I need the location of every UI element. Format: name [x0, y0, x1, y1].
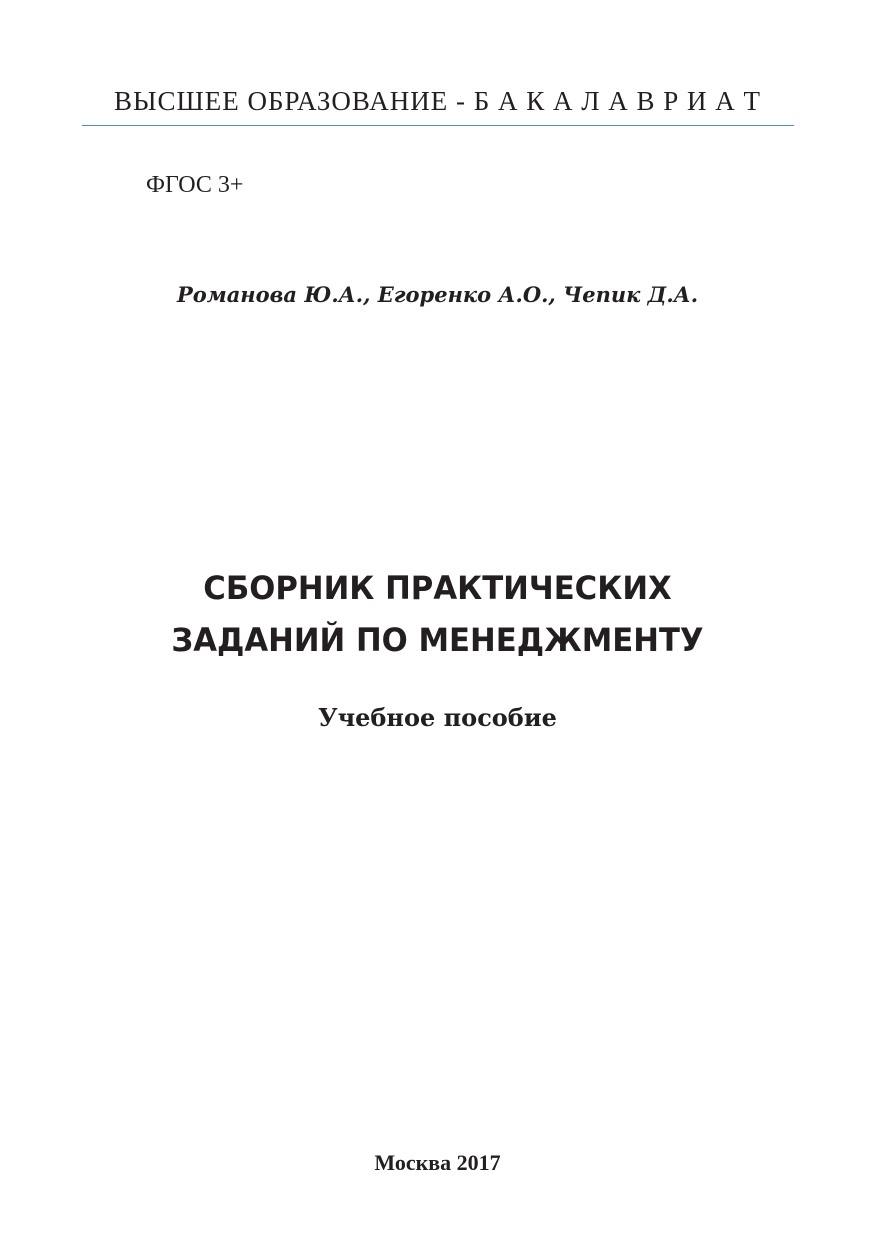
book-title-line-1: СБОРНИК ПРАКТИЧЕСКИХ	[203, 569, 672, 607]
series-heading: ВЫСШЕЕ ОБРАЗОВАНИЕ - Б А К А Л А В Р И А Т	[113, 86, 762, 116]
publication-place-year: Москва 2017	[374, 1150, 501, 1175]
education-standard: ФГОС 3+	[146, 172, 244, 198]
authors-line: Романова Ю.А., Егоренко А.О., Чепик Д.А.	[176, 282, 699, 307]
book-subtitle: Учебное пособие	[318, 703, 557, 732]
book-title-line-2: ЗАДАНИЙ ПО МЕНЕДЖМЕНТУ	[171, 621, 704, 659]
header-divider	[82, 125, 794, 126]
book-title	[18, 562, 858, 666]
